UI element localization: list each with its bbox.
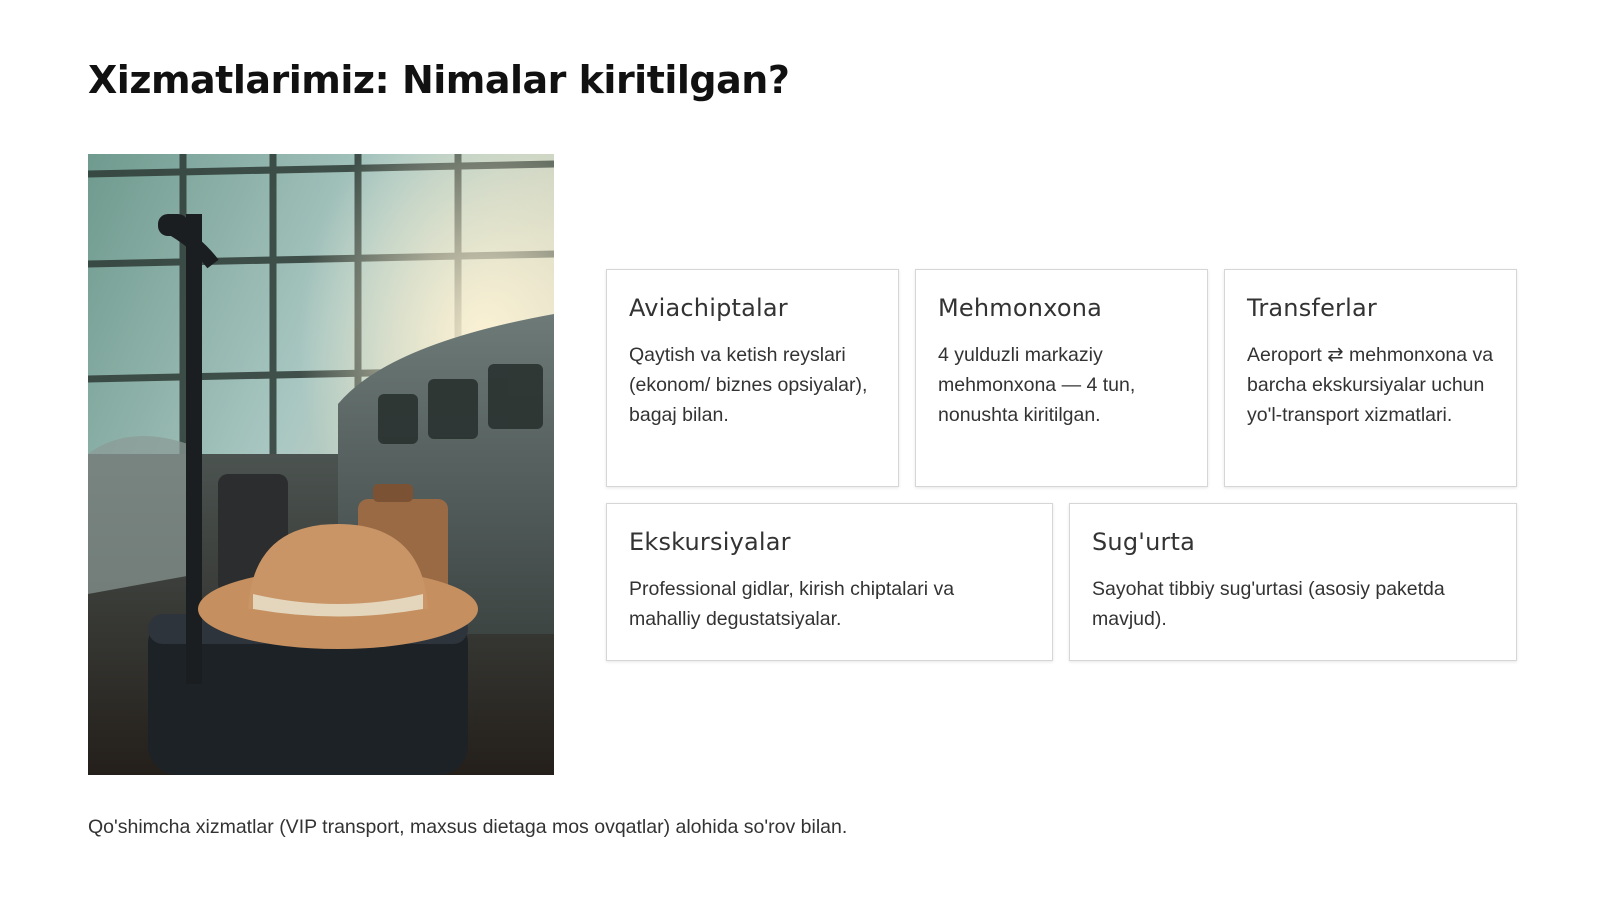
card-title: Ekskursiyalar	[629, 528, 791, 556]
card-body: Sayohat tibbiy sug'urtasi (asosiy paketda mavjud).	[1092, 578, 1445, 630]
service-card-mehmonxona	[915, 269, 1208, 487]
card-body: Professional gidlar, kirish chiptalari va mahalliy degustatsiyalar.	[629, 578, 955, 630]
footer-note: Qo'shimcha xizmatlar (VIP transport, maxsus dietaga mos ovqatlar) alohida so'rov bilan.	[88, 816, 848, 838]
card-body: Qaytish va ketish reyslari (ekonom/ biznes opsiyalar), bagaj bilan.	[629, 344, 868, 426]
luggage-photo	[88, 154, 554, 775]
card-body: Aeroport ⇄ mehmonxona va barcha ekskursiyalar uchun yo'l-transport xizmatlari.	[1247, 344, 1494, 426]
card-title: Mehmonxona	[938, 294, 1103, 322]
card-title: Aviachiptalar	[629, 294, 788, 322]
card-title: Transferlar	[1247, 294, 1377, 322]
card-body: 4 yulduzli markaziy mehmonxona — 4 tun, nonushta kiritilgan.	[938, 344, 1136, 426]
service-card-ekskursiyalar	[606, 503, 1053, 661]
card-title: Sug'urta	[1092, 528, 1196, 556]
service-card-aviachiptalar	[606, 269, 899, 487]
slide-title: Xizmatlarimiz: Nimalar kiritilgan?	[88, 58, 790, 102]
service-card-sugurta	[1069, 503, 1517, 661]
service-card-transferlar	[1224, 269, 1517, 487]
